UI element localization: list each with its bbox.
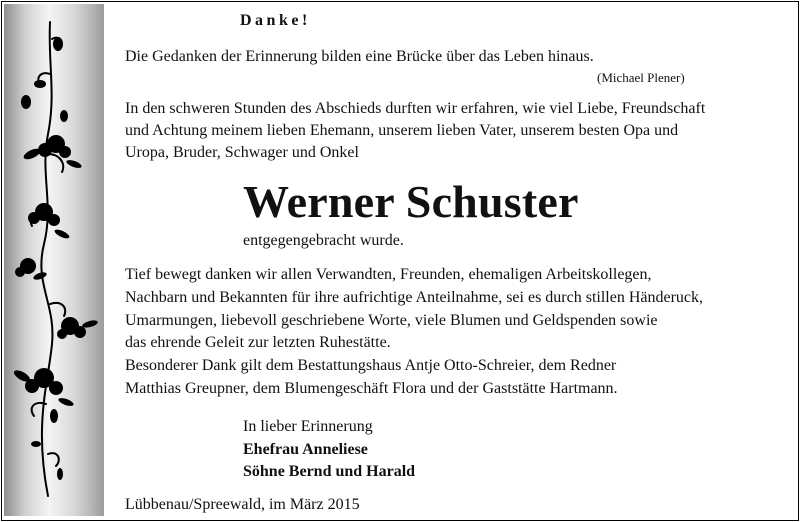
deceased-name: Werner Schuster xyxy=(243,176,579,227)
signer-sons: Söhne Bernd und Harald xyxy=(243,463,416,480)
quote-text: Die Gedanken der Erinnerung bilden eine Brücke über das Leben hinaus. xyxy=(125,48,594,65)
memory-line: In lieber Erinnerung xyxy=(243,418,373,435)
intro-line-3: Uropa, Bruder, Schwager und Onkel xyxy=(125,144,359,161)
thanks-line-1: Tief bewegt danken wir allen Verwandten, Freunden, ehemaligen Arbeitskollegen, xyxy=(125,266,652,283)
thanks-line-6: Matthias Greupner, dem Blumengeschäft Flora und der Gaststätte Hartmann. xyxy=(125,380,618,397)
place-date: Lübbenau/Spreewald, im März 2015 xyxy=(125,496,360,513)
thanks-line-4: das ehrende Geleit zur letzten Ruhestätte. xyxy=(125,334,391,351)
after-name-text: entgegengebracht wurde. xyxy=(243,232,404,249)
decorative-sidebar xyxy=(4,4,104,516)
intro-line-2: und Achtung meinem lieben Ehemann, unserem lieben Vater, unserem besten Opa und xyxy=(125,122,679,139)
thanks-line-5: Besonderer Dank gilt dem Bestattungshaus Antje Otto-Schreier, dem Redner xyxy=(125,357,617,374)
rose-vine-icon xyxy=(4,4,104,516)
thanks-line-2: Nachbarn und Bekannten für ihre aufrichtige Anteilnahme, sei es durch stillen Händeruck, xyxy=(125,289,704,306)
intro-line-1: In den schweren Stunden des Abschieds durften wir erfahren, wie viel Liebe, Freundschaft xyxy=(125,100,706,117)
quote-author: (Michael Plener) xyxy=(597,70,685,85)
notice-title: Danke! xyxy=(240,12,311,29)
signer-wife: Ehefrau Anneliese xyxy=(243,441,368,458)
thanks-line-3: Umarmungen, liebevoll geschriebene Worte, viele Blumen und Geldspenden sowie xyxy=(125,312,658,329)
